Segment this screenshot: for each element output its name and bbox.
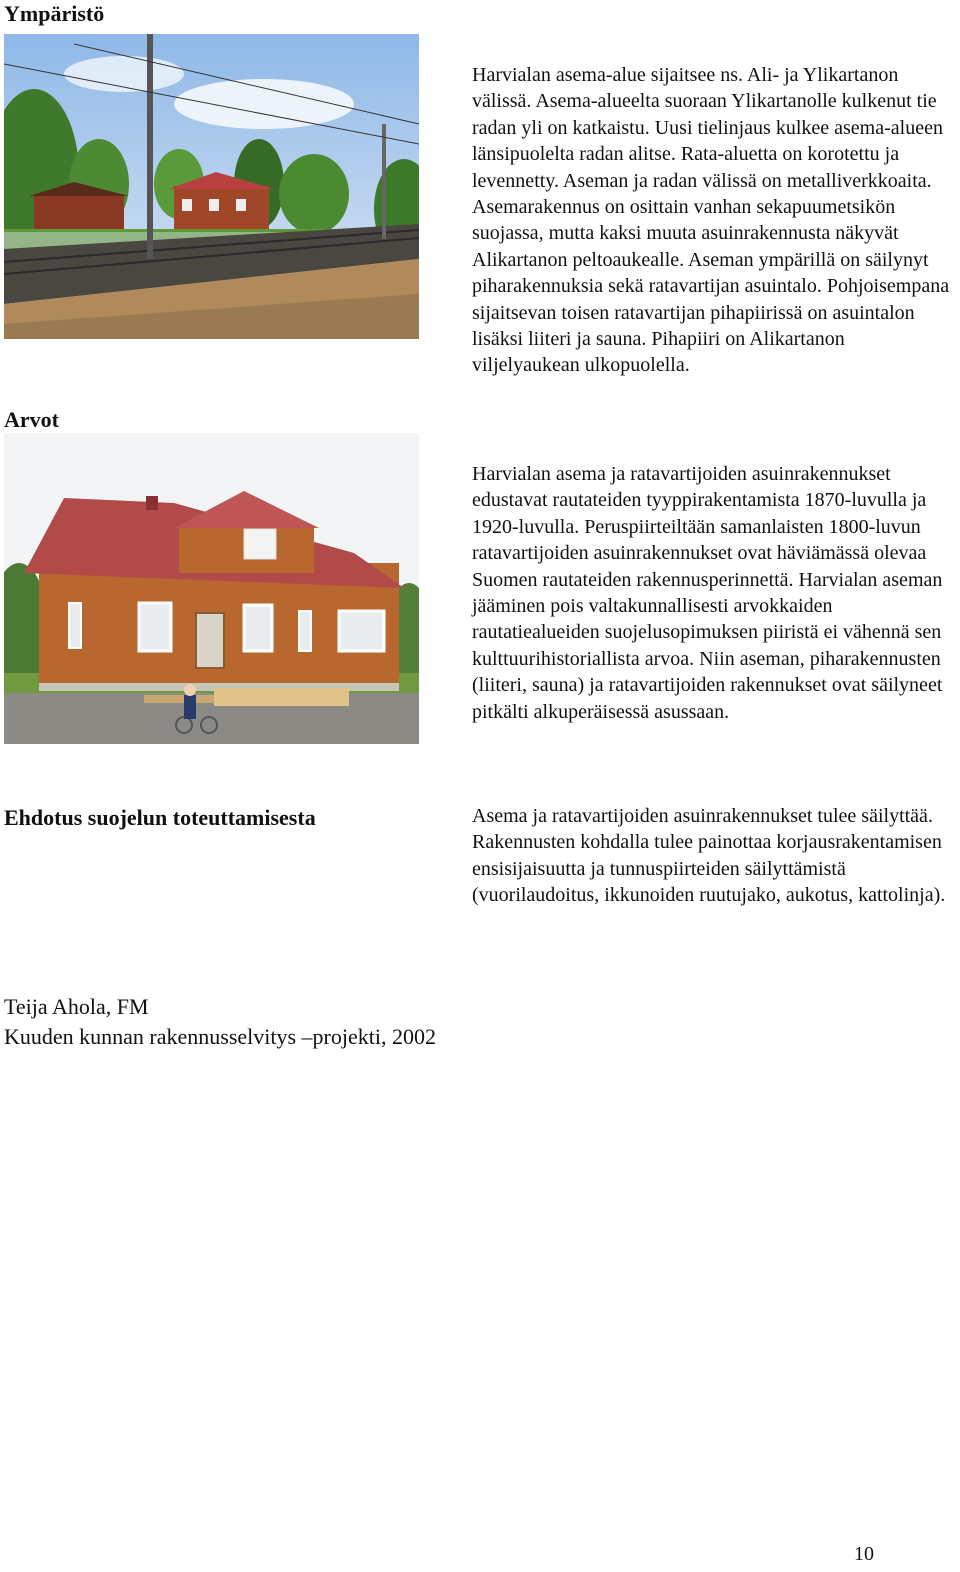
section-heading-values: Arvot: [4, 407, 59, 432]
section-heading-proposal: Ehdotus suojelun toteuttamisesta: [4, 805, 316, 830]
station-house-photo: [4, 433, 419, 744]
proposal-text: Asema ja ratavartijoiden asuinrakennukset tulee säilyttää. Rakennusten kohdalla tulee painottaa korjausrakentamisen ensisijaisuutta ja tunnuspiirteiden säilyttämistä (vuorilaudoitus, ikkunoiden ruutujako, aukotus, kattolinja).: [472, 805, 946, 907]
section-heading-environment: Ympäristö: [4, 1, 105, 26]
railway-landscape-photo: [4, 34, 419, 339]
page-number: 10: [854, 1543, 874, 1565]
project-name: Kuuden kunnan rakennusselvitys –projekti, 2002: [4, 1024, 436, 1049]
values-text: Harvialan asema ja ratavartijoiden asuinrakennukset edustavat rautateiden tyyppirakentamista 1870-luvulla ja 1920-luvulla. Peruspiirteiltään samanlaisten 1800-luvun ratavartijoiden asuinrakennukset ovat häviämässä olevaa Suomen rautateiden rakennusperinnettä. Harvialan aseman jääminen pois valtakunnallisesti arvokkaiden rautatiealueiden suojelusopimuksen piiristä ei vähennä sen kulttuurihistoriallista arvoa. Niin aseman, piharakennusten (liiteri, sauna) ja ratavartijoiden rakennukset ovat säilyneet pitkälti alkuperäisessä asussaan.: [472, 463, 943, 723]
author-credit: [4, 992, 436, 1052]
author-name: Teija Ahola, FM: [4, 994, 149, 1019]
environment-text: Harvialan asema-alue sijaitsee ns. Ali- ja Ylikartanon välissä. Asema-alueelta suoraan Ylikartanolle kulkenut tie radan yli on katkaistu. Uusi tielinjaus kulkee asema-alueen länsipuolelta radan alitse. Rata-aluetta on korotettu ja levennetty. Aseman ja radan välissä on metalliverkkoaita. Asemarakennus on osittain vanhan sekapuumetsikön suojassa, mutta kaksi muuta asuinrakennusta näkyvät Alikartanon peltoaukealle. Aseman ympärillä on säilynyt piharakennuksia sekä ratavartijan asuintalo. Pohjoisempana sijaitsevan toisen ratavartijan pihapiirissä on asuintalon lisäksi liiteri ja sauna. Pihapiiri on Alikartanon viljelyaukean ulkopuolella.: [472, 64, 950, 377]
